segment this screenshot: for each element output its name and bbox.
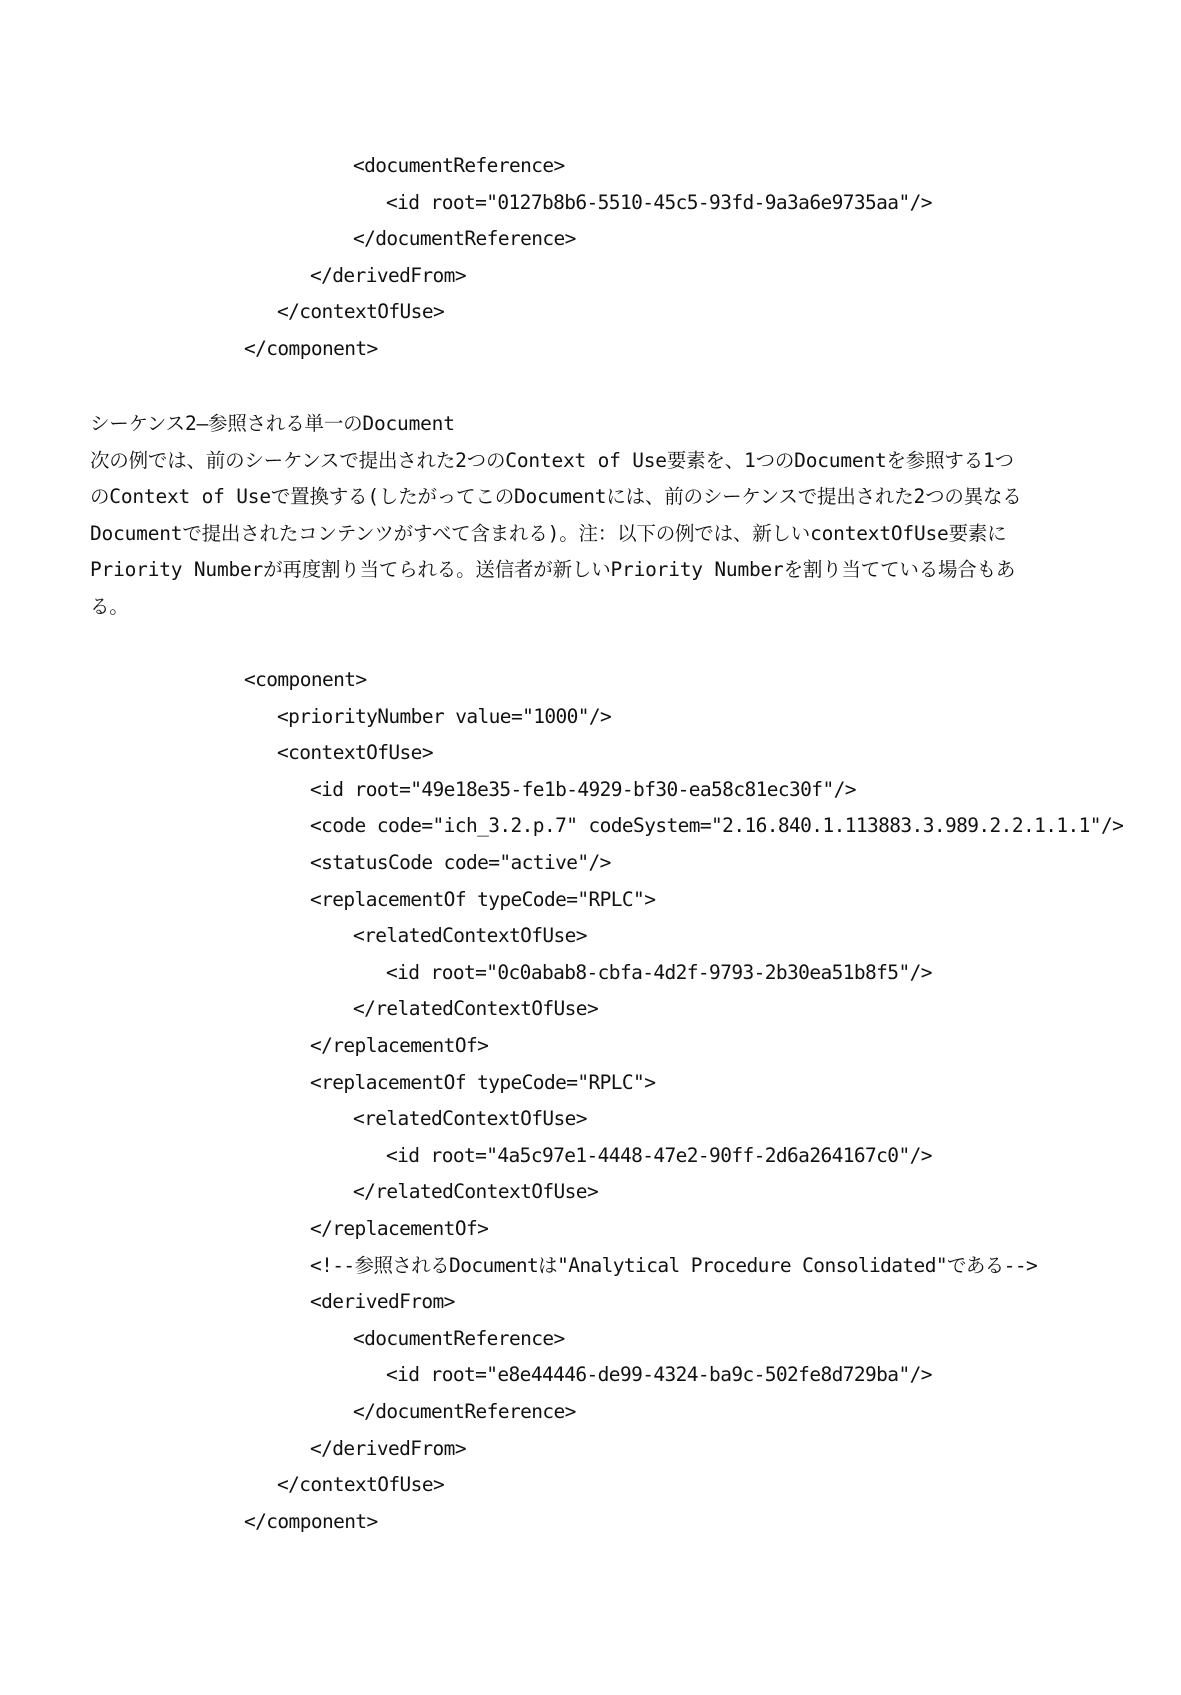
code-line: </derivedFrom> xyxy=(310,263,466,287)
code-line: <code code="ich_3.2.p.7" codeSystem="2.16.840.1.113883.3.989.2.2.1.1.1"/> xyxy=(310,814,1124,838)
code-line: <id root="e8e44446-de99-4324-ba9c-502fe8d729ba"/> xyxy=(386,1363,932,1387)
code-line: <component> xyxy=(244,668,367,691)
code-line: <relatedContextOfUse> xyxy=(353,1107,587,1131)
code-line: <documentReference> xyxy=(353,154,565,177)
code-line: </contextOfUse> xyxy=(277,300,445,324)
code-line: <id root="49e18e35-fe1b-4929-bf30-ea58c81ec30f"/> xyxy=(310,777,856,801)
code-line: </documentReference> xyxy=(353,1400,576,1423)
code-line: <statusCode code="active"/> xyxy=(310,851,611,874)
code-line: <replacementOf typeCode="RPLC"> xyxy=(310,1070,656,1094)
paragraph-line: 次の例では、前のシーケンスで提出された2つのContext of Use要素を、1つのDocumentを参照する1つ xyxy=(90,448,1014,472)
code-line: </component> xyxy=(244,337,378,360)
code-line: <relatedContextOfUse> xyxy=(353,924,587,948)
code-line: <contextOfUse> xyxy=(277,741,433,765)
paragraph-line: る。 xyxy=(90,595,129,618)
code-line: </relatedContextOfUse> xyxy=(353,997,599,1021)
code-line: <id root="4a5c97e1-4448-47e2-90ff-2d6a264167c0"/> xyxy=(386,1143,932,1167)
code-line: </derivedFrom> xyxy=(310,1436,466,1460)
paragraph-line: Priority Numberが再度割り当てられる。送信者が新しいPriority Numberを割り当てている場合もあ xyxy=(90,558,1016,582)
paragraph-line: のContext of Useで置換する(したがってこのDocumentには、前のシーケンスで提出された2つの異なる xyxy=(90,485,1022,509)
code-line: </contextOfUse> xyxy=(277,1473,445,1497)
code-line: <id root="0127b8b6-5510-45c5-93fd-9a3a6e9735aa"/> xyxy=(386,190,932,214)
code-line: <!--参照されるDocumentは"Analytical Procedure Consolidated"である--> xyxy=(310,1253,1038,1277)
section-heading: シーケンス2―参照される単一のDocument xyxy=(90,412,455,435)
code-line: <replacementOf typeCode="RPLC"> xyxy=(310,887,656,911)
code-line: </replacementOf> xyxy=(310,1034,489,1057)
code-line: </component> xyxy=(244,1509,378,1533)
paragraph-line: Documentで提出されたコンテンツがすべて含まれる)。注：以下の例では、新しいcontextOfUse要素に xyxy=(90,521,1007,545)
code-line: <priorityNumber value="1000"/> xyxy=(277,704,612,728)
code-line: <derivedFrom> xyxy=(310,1290,455,1314)
code-line: <id root="0c0abab8-cbfa-4d2f-9793-2b30ea51b8f5"/> xyxy=(386,960,932,984)
code-line: </replacementOf> xyxy=(310,1217,489,1240)
code-line: <documentReference> xyxy=(353,1326,565,1350)
code-line: </relatedContextOfUse> xyxy=(353,1180,599,1204)
code-line: </documentReference> xyxy=(353,227,576,251)
